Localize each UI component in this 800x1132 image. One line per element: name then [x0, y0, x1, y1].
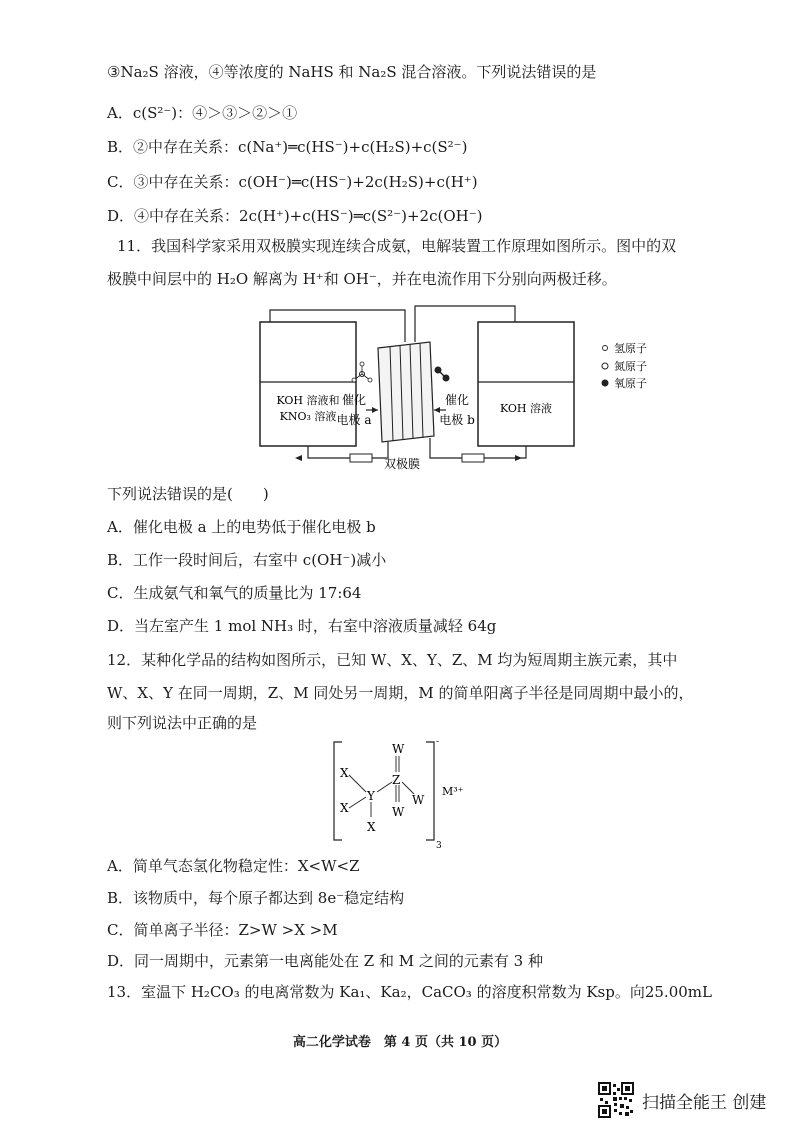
legend-nitrogen: 氮原子 — [614, 360, 647, 373]
legend-hydrogen: 氢原子 — [614, 342, 647, 355]
q10-intro: ③Na₂S 溶液，④等浓度的 NaHS 和 Na₂S 混合溶液。下列说法错误的是 — [107, 63, 597, 81]
cation-label: M³⁺ — [442, 785, 464, 798]
electrode-a-label-2: 电极 a — [336, 413, 372, 427]
nitrogen-atom-icon — [602, 363, 608, 369]
atom-w-right: W — [412, 793, 425, 807]
atom-y: Y — [367, 789, 375, 803]
bipolar-membrane-label: 双极膜 — [383, 457, 421, 471]
legend-oxygen: 氧原子 — [614, 377, 647, 390]
q11-stem-line2: 极膜中间层中的 H₂O 解离为 H⁺和 OH⁻，并在电流作用下分别向两极迁移。 — [107, 270, 617, 288]
q10-option-c: C．③中存在关系：c(OH⁻)═c(HS⁻)+2c(H₂S)+c(H⁺) — [107, 173, 478, 191]
qr-code-icon — [598, 1082, 634, 1118]
q11-option-c: C．生成氨气和氧气的质量比为 17:64 — [107, 584, 362, 602]
page-footer: 高二化学试卷 第 4 页（共 10 页） — [292, 1035, 508, 1050]
scanner-brand-text: 扫描全能王 创建 — [642, 1093, 767, 1113]
q12-stem-line1: 12．某种化学品的结构如图所示，已知 W、X、Y、Z、M 均为短周期主族元素，其中 — [107, 651, 678, 669]
atom-x-upper: X — [340, 766, 349, 780]
atom-x-bottom: X — [367, 820, 376, 834]
q10-option-b: B．②中存在关系：c(Na⁺)═c(HS⁻)+c(H₂S)+c(S²⁻) — [107, 138, 468, 156]
atom-x-lower: X — [340, 801, 349, 815]
ammonia-molecule-icon — [352, 362, 372, 382]
oxygen-molecule-icon — [435, 367, 450, 382]
q13-stem: 13．室温下 H₂CO₃ 的电离常数为 Ka₁、Ka₂，CaCO₃ 的溶度积常数为 Ksp。向25.00mL — [107, 983, 712, 1001]
right-chamber-label: KOH 溶液 — [499, 402, 553, 415]
anion-count-subscript: 3 — [436, 841, 442, 850]
left-chamber-label-1: KOH 溶液和 — [276, 394, 340, 407]
q12-option-a: A．简单气态氢化物稳定性：X<W<Z — [107, 857, 360, 875]
left-chamber-label-2: KNO₃ 溶液 — [279, 410, 337, 423]
q12-option-b: B．该物质中，每个原子都达到 8e⁻稳定结构 — [107, 889, 405, 907]
atom-w-bottom: W — [392, 805, 405, 819]
q10-option-a: A．c(S²⁻)：④＞③＞②＞① — [107, 104, 298, 122]
oxygen-atom-icon — [602, 380, 609, 387]
q11-option-d: D．当左室产生 1 mol NH₃ 时，右室中溶液质量减轻 64g — [107, 617, 497, 635]
anion-charge: - — [436, 740, 440, 747]
electrode-a-label-1: 催化 — [341, 393, 367, 407]
electrode-b-label-2: 电极 b — [439, 413, 475, 427]
chemical-structure-diagram — [330, 740, 470, 850]
hydrogen-atom-icon — [603, 346, 608, 351]
electrolysis-diagram — [250, 300, 670, 475]
atom-z: Z — [392, 773, 401, 787]
q12-stem-line2: W、X、Y 在同一周期，Z、M 同处另一周期，M 的简单阳离子半径是同周期中最小的， — [107, 684, 694, 702]
scanner-watermark — [598, 1080, 788, 1120]
atom-w-top: W — [392, 742, 405, 756]
q12-stem-line3: 则下列说法中正确的是 — [107, 714, 258, 732]
q11-option-a: A．催化电极 a 上的电势低于催化电极 b — [107, 518, 376, 536]
q12-option-d: D．同一周期中，元素第一电离能处在 Z 和 M 之间的元素有 3 种 — [107, 952, 543, 970]
q11-option-b: B．工作一段时间后，右室中 c(OH⁻)减小 — [107, 551, 387, 569]
q11-question: 下列说法错误的是( ) — [107, 485, 269, 503]
q12-option-c: C．简单离子半径：Z>W >X >M — [107, 921, 338, 939]
electrode-b-label-1: 催化 — [444, 393, 470, 407]
q10-option-d: D．④中存在关系：2c(H⁺)+c(HS⁻)═c(S²⁻)+2c(OH⁻) — [107, 207, 483, 225]
q11-stem-line1: 11．我国科学家采用双极膜实现连续合成氨，电解装置工作原理如图所示。图中的双 — [117, 237, 677, 255]
